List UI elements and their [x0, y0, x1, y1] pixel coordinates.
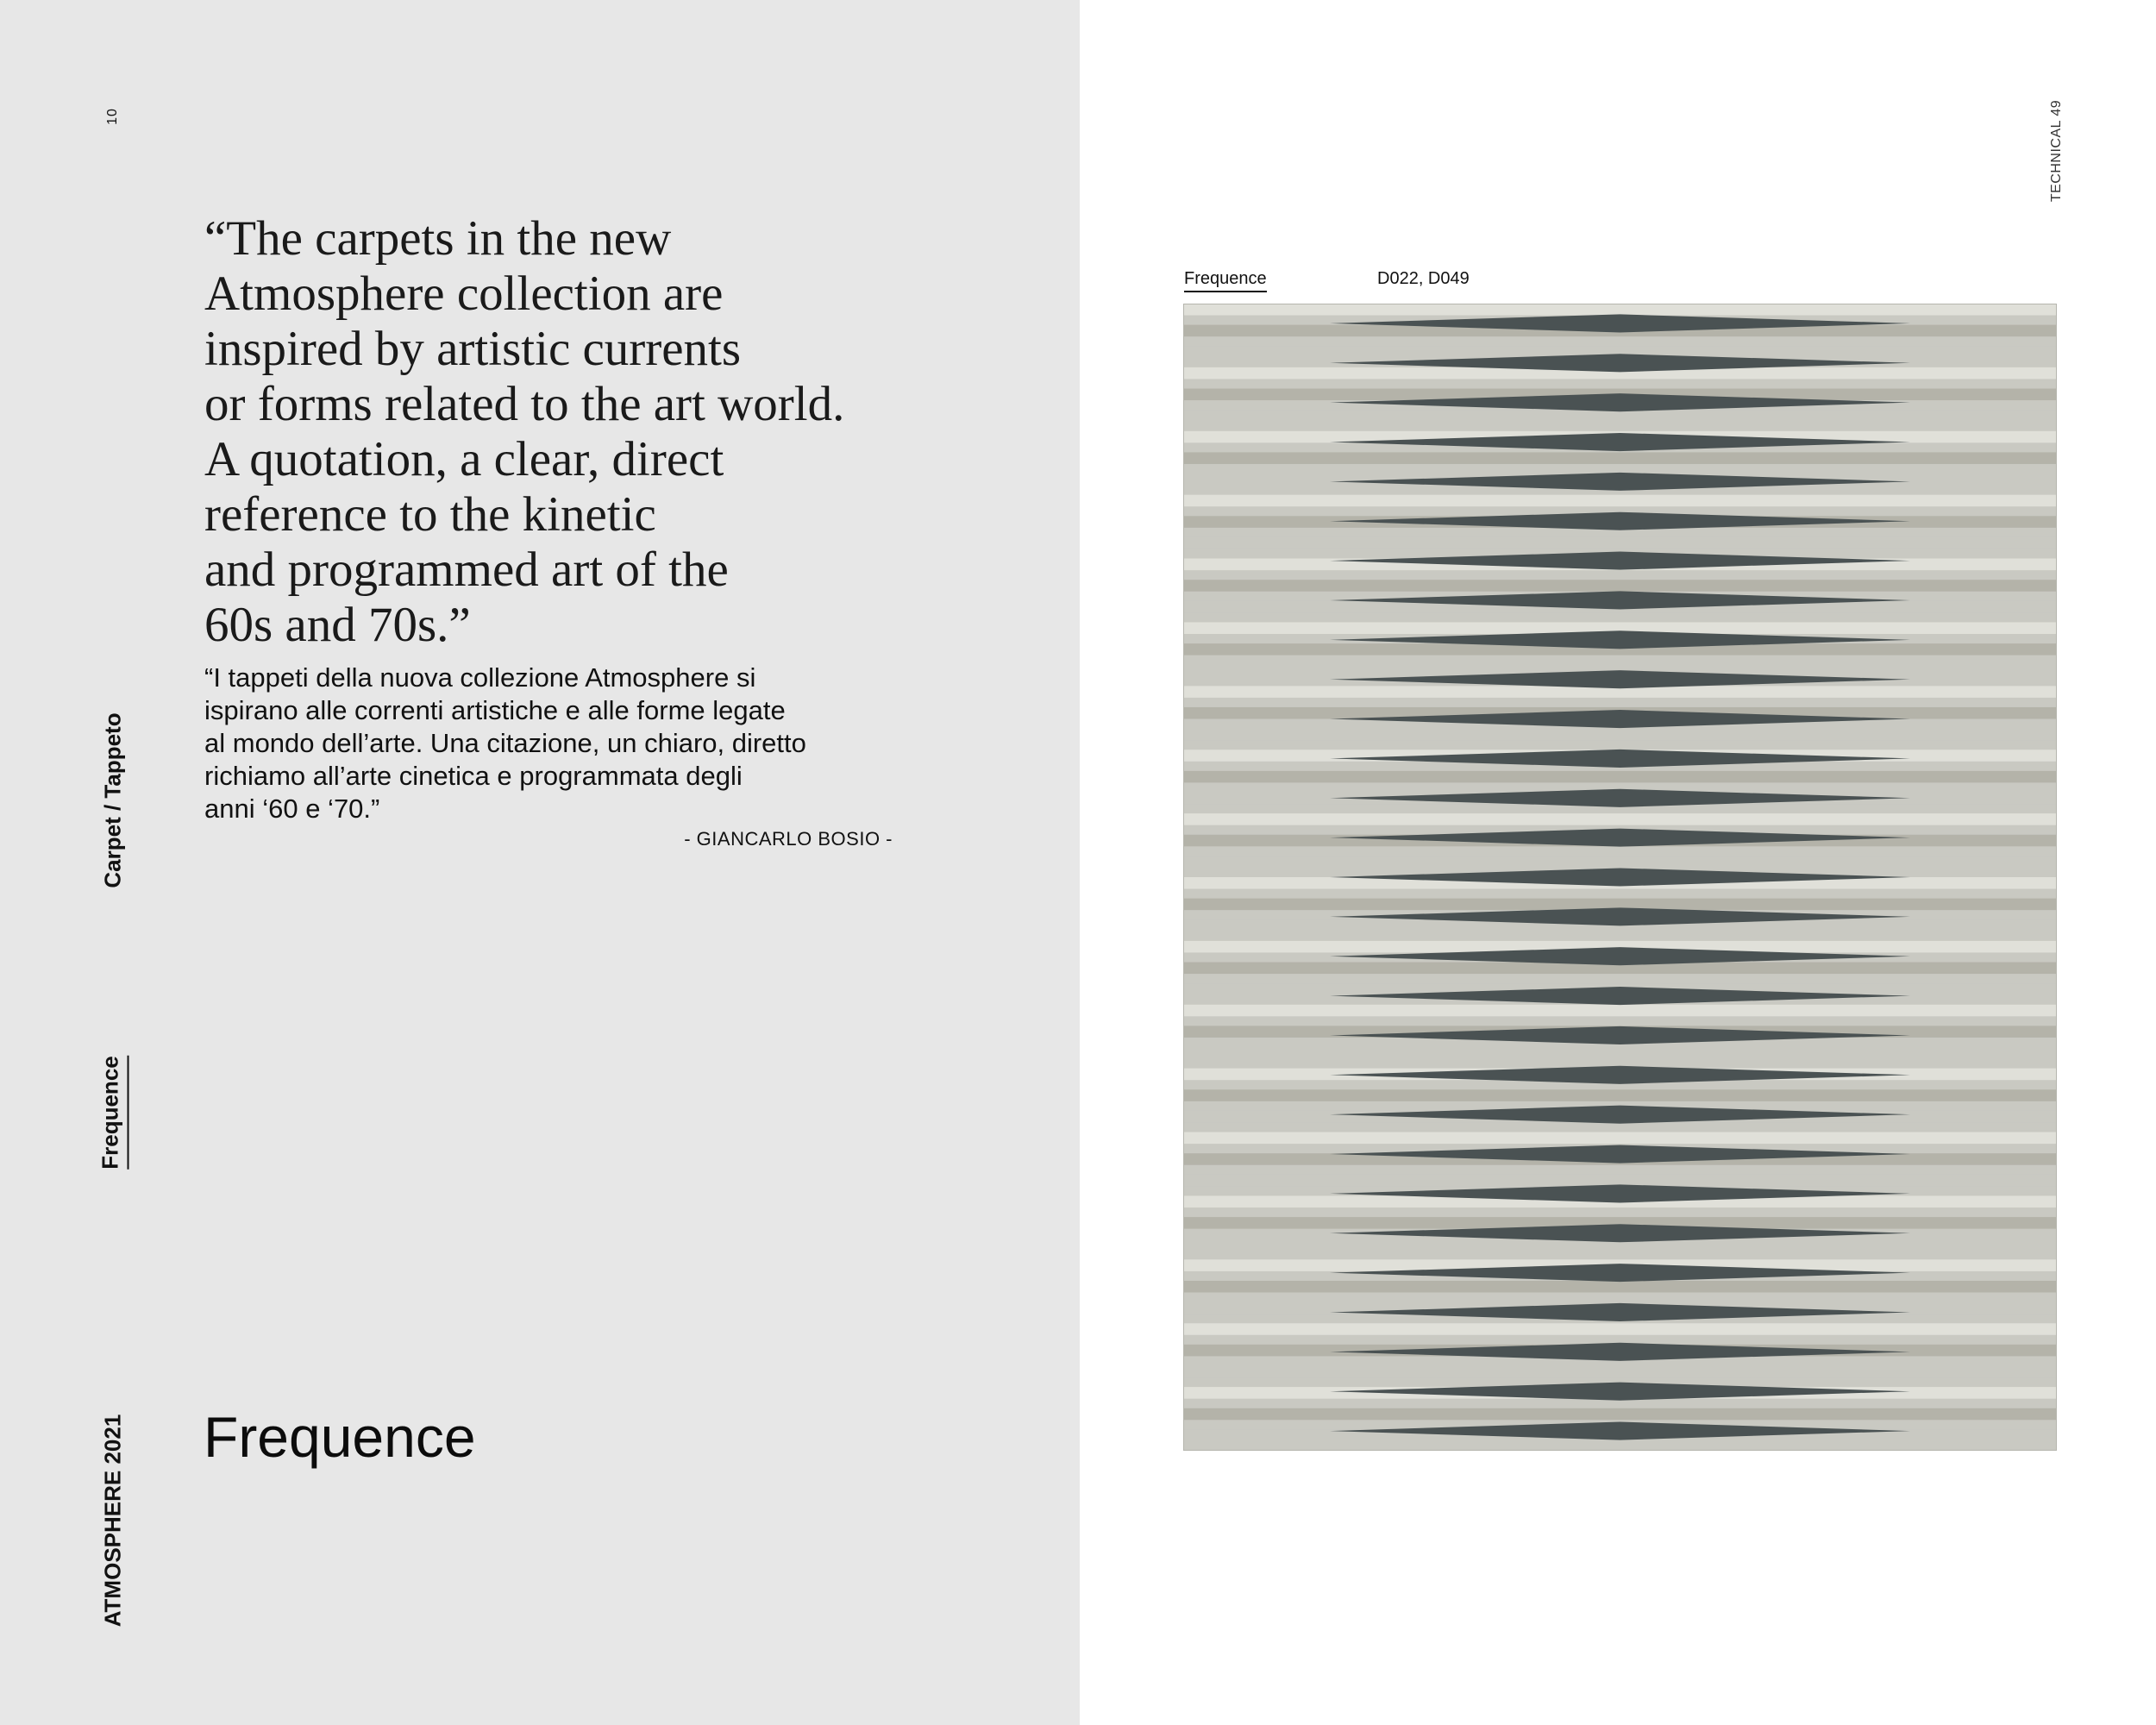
product-title: Frequence — [204, 1405, 476, 1469]
category-label: Carpet / Tappeto — [99, 712, 126, 888]
rug-stripe — [1183, 495, 2057, 507]
rug-stripe — [1183, 537, 2057, 549]
rug-stripe — [1183, 304, 2057, 316]
quote-english: “The carpets in the new Atmosphere collection are inspired by artistic currents or forms related to the art world. A quotation, a clear, direct reference to the kinetic and programmed art of the 60s and 70s.” — [204, 211, 845, 652]
rug-stripe — [1183, 813, 2057, 825]
rug-stripe — [1183, 1005, 2057, 1017]
page-number-right: TECHNICAL 49 — [2049, 99, 2064, 203]
collection-label: ATMOSPHERE 2021 — [99, 1414, 126, 1628]
rug-stripe — [1183, 452, 2057, 464]
rug-stripe — [1183, 580, 2057, 592]
rug-stripe — [1183, 1281, 2057, 1293]
page-number-left: 10 — [105, 108, 120, 125]
rug-image — [1183, 304, 2057, 1451]
rug-stripe — [1183, 1323, 2057, 1335]
product-side-label: Frequence — [97, 1056, 129, 1170]
rug-stripe — [1183, 1089, 2057, 1101]
rug-stripe — [1183, 856, 2057, 868]
rug-stripe — [1183, 1408, 2057, 1421]
quote-author: - GIANCARLO BOSIO - — [684, 828, 893, 850]
product-caption-codes: D022, D049 — [1377, 269, 1470, 288]
rug-stripe — [1183, 771, 2057, 783]
rug-stripe — [1183, 729, 2057, 741]
rug-stripe — [1183, 1365, 2057, 1377]
product-caption-name: Frequence — [1184, 269, 1267, 292]
quote-italian: “I tappeti della nuova collezione Atmosphere si ispirano alle correnti artistiche e alle forme legate al mondo dell’arte. Una citazione, un chiaro, diretto richiamo all’arte cinetica e programmata degli anni ‘60 e ‘70.” — [204, 662, 806, 824]
rug-stripe — [1183, 1175, 2057, 1187]
rug-stripe — [1183, 1047, 2057, 1059]
rug-stripe — [1183, 1132, 2057, 1145]
